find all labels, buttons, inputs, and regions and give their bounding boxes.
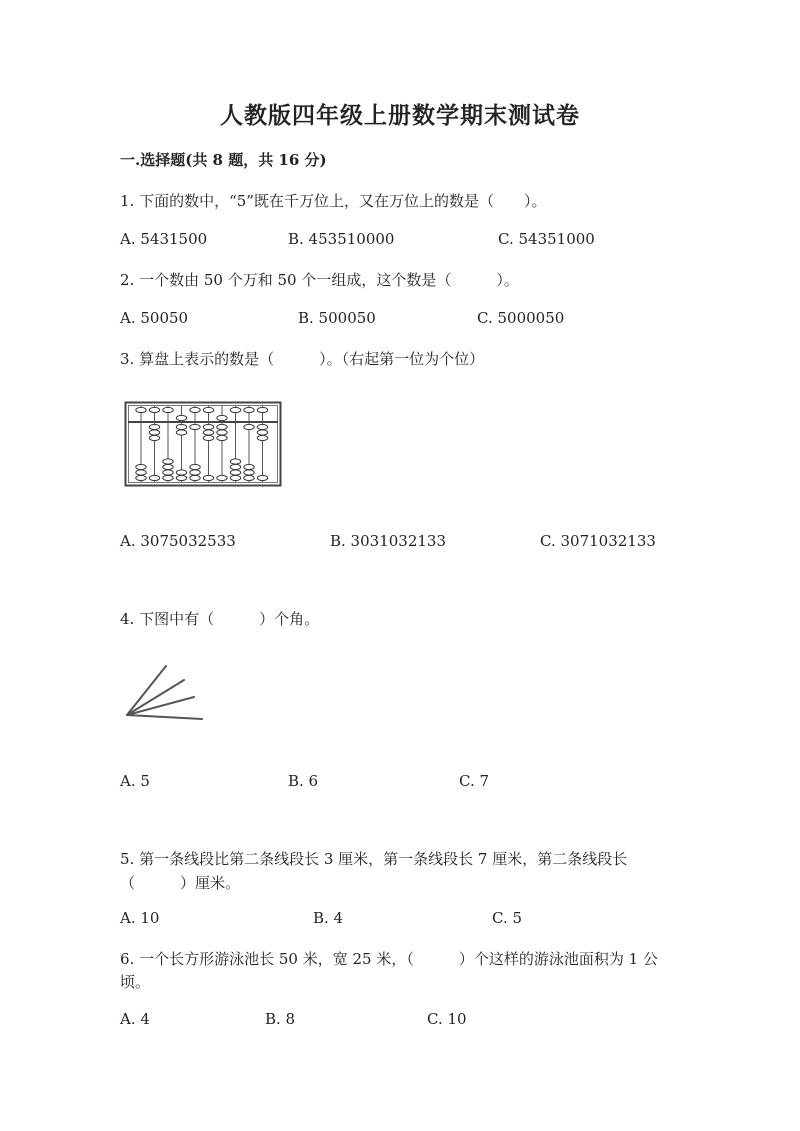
question-5-option-b: B. 4 [313, 909, 344, 927]
abacus-bead [244, 464, 254, 469]
abacus-bead [176, 430, 186, 435]
question-1-option-c: C. 54351000 [498, 230, 595, 248]
abacus-bead [149, 407, 159, 412]
question-4-stem: 4. 下图中有（ ）个角。 [120, 610, 320, 628]
abacus-bead [257, 435, 267, 440]
question-1-option-b: B. 453510000 [288, 230, 395, 248]
abacus-bead [176, 470, 186, 475]
abacus-bead [217, 475, 227, 480]
abacus-bead [217, 415, 227, 420]
abacus-bead [230, 475, 240, 480]
abacus-bead [190, 407, 200, 412]
question-3-option-c: C. 3071032133 [540, 532, 656, 550]
abacus-bead [163, 459, 173, 464]
question-3-option-a: A. 3075032533 [120, 532, 236, 550]
page-title: 人教版四年级上册数学期末测试卷 [220, 102, 580, 129]
abacus-bead [230, 470, 240, 475]
abacus-bead [136, 475, 146, 480]
question-3-option-b: B. 3031032133 [330, 532, 446, 550]
abacus-bead [163, 407, 173, 412]
abacus-bead [230, 464, 240, 469]
question-1-stem: 1. 下面的数中，“5”既在千万位上，又在万位上的数是（ ）。 [120, 192, 547, 210]
abacus-bead [230, 407, 240, 412]
abacus-bead [217, 430, 227, 435]
abacus-bead [257, 424, 267, 429]
abacus-bead [136, 464, 146, 469]
question-4-option-b: B. 6 [288, 772, 319, 790]
abacus-bead [176, 475, 186, 480]
abacus-bead [203, 424, 213, 429]
abacus-bead [244, 475, 254, 480]
abacus-bead [163, 470, 173, 475]
question-5-stem-line-2: （ ）厘米。 [120, 874, 241, 892]
question-6-option-b: B. 8 [265, 1010, 296, 1028]
abacus-bead [149, 475, 159, 480]
abacus-bead [176, 424, 186, 429]
question-2-option-b: B. 500050 [298, 309, 376, 327]
abacus-bead [190, 470, 200, 475]
abacus-bead [203, 435, 213, 440]
angles-figure [122, 662, 208, 722]
abacus-bead [257, 407, 267, 412]
abacus-bead [203, 475, 213, 480]
abacus-bead [136, 470, 146, 475]
question-2-option-a: A. 50050 [120, 309, 189, 327]
question-4-option-a: A. 5 [120, 772, 150, 790]
question-5-option-a: A. 10 [120, 909, 160, 927]
question-4-option-c: C. 7 [459, 772, 490, 790]
question-5-option-c: C. 5 [492, 909, 523, 927]
question-5-stem-line-1: 5. 第一条线段比第二条线段长 3 厘米，第一条线段长 7 厘米，第二条线段长 [120, 850, 628, 868]
abacus-bead [244, 424, 254, 429]
abacus-bead [244, 407, 254, 412]
question-2-option-c: C. 5000050 [477, 309, 565, 327]
abacus-bead [190, 464, 200, 469]
question-6-option-a: A. 4 [120, 1010, 150, 1028]
abacus-bead [190, 475, 200, 480]
abacus-bead [257, 430, 267, 435]
question-1-option-a: A. 5431500 [120, 230, 208, 248]
abacus-figure [124, 401, 282, 487]
abacus-bead [244, 470, 254, 475]
question-6-stem-line-2: 顷。 [120, 973, 151, 991]
question-6-option-c: C. 10 [427, 1010, 467, 1028]
abacus-bead [149, 424, 159, 429]
abacus-bead [203, 407, 213, 412]
abacus-bead [190, 424, 200, 429]
abacus-bead [163, 464, 173, 469]
abacus-bead [217, 424, 227, 429]
abacus-bead [257, 475, 267, 480]
question-2-stem: 2. 一个数由 50 个万和 50 个一组成，这个数是（ ）。 [120, 271, 519, 289]
abacus-bead [217, 435, 227, 440]
abacus-bead [203, 430, 213, 435]
section-heading: 一.选择题(共 8 题，共 16 分) [120, 151, 327, 169]
abacus-bead [163, 475, 173, 480]
abacus-bead [149, 430, 159, 435]
abacus-bead [230, 459, 240, 464]
question-3-stem: 3. 算盘上表示的数是（ ）。（右起第一位为个位） [120, 350, 485, 368]
question-6-stem-line-1: 6. 一个长方形游泳池长 50 米，宽 25 米，（ ）个这样的游泳池面积为 1 公 [120, 950, 658, 968]
abacus-bead [149, 435, 159, 440]
abacus-bead [176, 415, 186, 420]
abacus-bead [136, 407, 146, 412]
